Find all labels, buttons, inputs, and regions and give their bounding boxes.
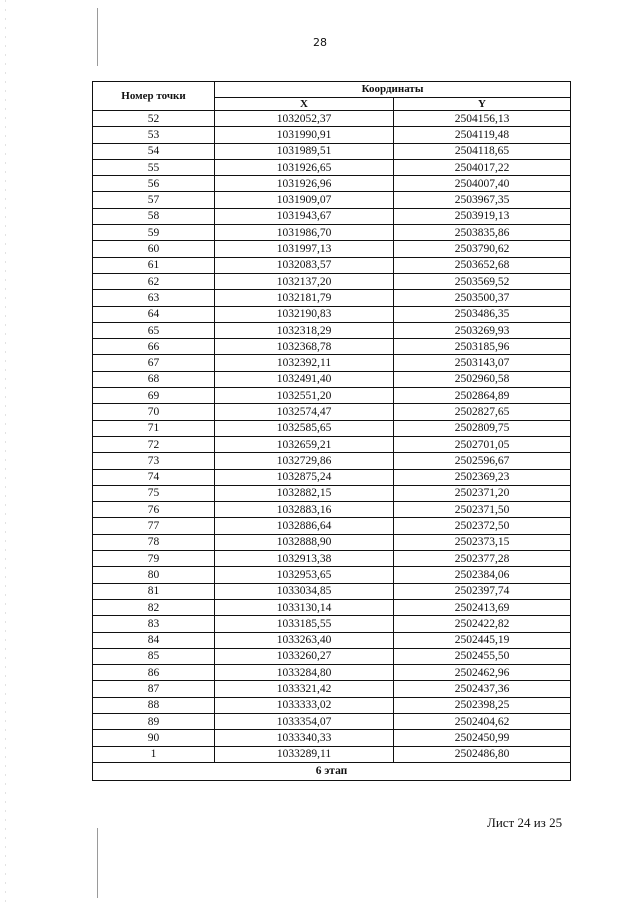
table-row bbox=[93, 583, 571, 599]
point-number-cell: 54 bbox=[93, 143, 215, 159]
y-coordinate-cell: 2502398,25 bbox=[394, 697, 571, 713]
y-coordinate-cell: 2504156,13 bbox=[394, 111, 571, 127]
x-coordinate-cell: 1033321,42 bbox=[215, 681, 394, 697]
y-coordinate-cell: 2502462,96 bbox=[394, 665, 571, 681]
table-row bbox=[93, 436, 571, 452]
y-coordinate-cell: 2504118,65 bbox=[394, 143, 571, 159]
y-coordinate-cell: 2502596,67 bbox=[394, 453, 571, 469]
point-number-cell: 60 bbox=[93, 241, 215, 257]
table-row bbox=[93, 208, 571, 224]
x-coordinate-cell: 1032886,64 bbox=[215, 518, 394, 534]
y-coordinate-cell: 2502455,50 bbox=[394, 648, 571, 664]
point-number-cell: 61 bbox=[93, 257, 215, 273]
point-number-cell: 53 bbox=[93, 127, 215, 143]
y-coordinate-cell: 2504007,40 bbox=[394, 176, 571, 192]
table-row bbox=[93, 339, 571, 355]
table-row bbox=[93, 290, 571, 306]
point-number-cell: 55 bbox=[93, 159, 215, 175]
point-number-cell: 68 bbox=[93, 371, 215, 387]
table-row bbox=[93, 551, 571, 567]
point-number-cell: 66 bbox=[93, 339, 215, 355]
x-coordinate-cell: 1032888,90 bbox=[215, 534, 394, 550]
point-number-cell: 72 bbox=[93, 436, 215, 452]
y-coordinate-cell: 2503919,13 bbox=[394, 208, 571, 224]
y-coordinate-cell: 2502827,65 bbox=[394, 404, 571, 420]
stage-row bbox=[93, 762, 571, 780]
x-coordinate-cell: 1032318,29 bbox=[215, 322, 394, 338]
y-coordinate-cell: 2503569,52 bbox=[394, 273, 571, 289]
x-coordinate-cell: 1031986,70 bbox=[215, 225, 394, 241]
y-coordinate-cell: 2502371,20 bbox=[394, 485, 571, 501]
table-row bbox=[93, 355, 571, 371]
y-coordinate-cell: 2502384,06 bbox=[394, 567, 571, 583]
table-row bbox=[93, 534, 571, 550]
point-number-cell: 83 bbox=[93, 616, 215, 632]
x-coordinate-cell: 1033333,02 bbox=[215, 697, 394, 713]
point-number-cell: 84 bbox=[93, 632, 215, 648]
point-number-cell: 89 bbox=[93, 713, 215, 729]
point-number-cell: 62 bbox=[93, 273, 215, 289]
table-row bbox=[93, 730, 571, 746]
y-coordinate-cell: 2503500,37 bbox=[394, 290, 571, 306]
x-coordinate-cell: 1033289,11 bbox=[215, 746, 394, 762]
x-coordinate-cell: 1031909,07 bbox=[215, 192, 394, 208]
table-row bbox=[93, 388, 571, 404]
point-number-cell: 56 bbox=[93, 176, 215, 192]
x-coordinate-cell: 1033354,07 bbox=[215, 713, 394, 729]
point-number-cell: 81 bbox=[93, 583, 215, 599]
y-coordinate-cell: 2503486,35 bbox=[394, 306, 571, 322]
point-number-cell: 86 bbox=[93, 665, 215, 681]
table-row bbox=[93, 322, 571, 338]
scan-edge-marks bbox=[5, 0, 6, 905]
table-row bbox=[93, 713, 571, 729]
table-row bbox=[93, 567, 571, 583]
x-column-header: X bbox=[215, 97, 394, 110]
x-coordinate-cell: 1033263,40 bbox=[215, 632, 394, 648]
table-row bbox=[93, 502, 571, 518]
x-coordinate-cell: 1032190,83 bbox=[215, 306, 394, 322]
point-number-cell: 57 bbox=[93, 192, 215, 208]
x-coordinate-cell: 1032083,57 bbox=[215, 257, 394, 273]
point-number-cell: 73 bbox=[93, 453, 215, 469]
y-coordinate-cell: 2502397,74 bbox=[394, 583, 571, 599]
table-row bbox=[93, 746, 571, 762]
point-number-cell: 1 bbox=[93, 746, 215, 762]
x-coordinate-cell: 1032392,11 bbox=[215, 355, 394, 371]
x-coordinate-cell: 1032052,37 bbox=[215, 111, 394, 127]
x-coordinate-cell: 1031926,65 bbox=[215, 159, 394, 175]
y-coordinate-cell: 2502445,19 bbox=[394, 632, 571, 648]
x-coordinate-cell: 1032585,65 bbox=[215, 420, 394, 436]
table-row bbox=[93, 453, 571, 469]
point-number-cell: 82 bbox=[93, 599, 215, 615]
x-coordinate-cell: 1032659,21 bbox=[215, 436, 394, 452]
y-coordinate-cell: 2503835,86 bbox=[394, 225, 571, 241]
x-coordinate-cell: 1032883,16 bbox=[215, 502, 394, 518]
table-row bbox=[93, 241, 571, 257]
point-number-cell: 77 bbox=[93, 518, 215, 534]
table-row bbox=[93, 632, 571, 648]
x-coordinate-cell: 1032491,40 bbox=[215, 371, 394, 387]
table-row bbox=[93, 192, 571, 208]
y-coordinate-cell: 2503185,96 bbox=[394, 339, 571, 355]
y-coordinate-cell: 2503967,35 bbox=[394, 192, 571, 208]
y-coordinate-cell: 2502372,50 bbox=[394, 518, 571, 534]
y-coordinate-cell: 2504017,22 bbox=[394, 159, 571, 175]
x-coordinate-cell: 1031989,51 bbox=[215, 143, 394, 159]
point-number-cell: 75 bbox=[93, 485, 215, 501]
y-coordinate-cell: 2502809,75 bbox=[394, 420, 571, 436]
y-coordinate-cell: 2502373,15 bbox=[394, 534, 571, 550]
point-number-cell: 87 bbox=[93, 681, 215, 697]
table-body bbox=[93, 111, 571, 763]
point-number-cell: 80 bbox=[93, 567, 215, 583]
x-coordinate-cell: 1031997,13 bbox=[215, 241, 394, 257]
x-coordinate-cell: 1032953,65 bbox=[215, 567, 394, 583]
table-row bbox=[93, 404, 571, 420]
table-row bbox=[93, 518, 571, 534]
table-row bbox=[93, 127, 571, 143]
x-coordinate-cell: 1031990,91 bbox=[215, 127, 394, 143]
x-coordinate-cell: 1032368,78 bbox=[215, 339, 394, 355]
point-number-cell: 74 bbox=[93, 469, 215, 485]
y-coordinate-cell: 2503143,07 bbox=[394, 355, 571, 371]
table-row bbox=[93, 257, 571, 273]
x-coordinate-cell: 1032913,38 bbox=[215, 551, 394, 567]
x-coordinate-cell: 1032574,47 bbox=[215, 404, 394, 420]
point-number-cell: 63 bbox=[93, 290, 215, 306]
x-coordinate-cell: 1033034,85 bbox=[215, 583, 394, 599]
coordinates-table bbox=[92, 81, 571, 781]
table-row bbox=[93, 306, 571, 322]
x-coordinate-cell: 1032551,20 bbox=[215, 388, 394, 404]
point-number-cell: 67 bbox=[93, 355, 215, 371]
x-coordinate-cell: 1032882,15 bbox=[215, 485, 394, 501]
table-row bbox=[93, 143, 571, 159]
coordinates-header: Координаты bbox=[215, 82, 571, 98]
point-number-cell: 52 bbox=[93, 111, 215, 127]
y-column-header: Y bbox=[394, 97, 571, 110]
point-number-cell: 59 bbox=[93, 225, 215, 241]
x-coordinate-cell: 1033340,33 bbox=[215, 730, 394, 746]
point-number-cell: 65 bbox=[93, 322, 215, 338]
y-coordinate-cell: 2502960,58 bbox=[394, 371, 571, 387]
y-coordinate-cell: 2502864,89 bbox=[394, 388, 571, 404]
table-row bbox=[93, 665, 571, 681]
y-coordinate-cell: 2502371,50 bbox=[394, 502, 571, 518]
y-coordinate-cell: 2502437,36 bbox=[394, 681, 571, 697]
x-coordinate-cell: 1033185,55 bbox=[215, 616, 394, 632]
x-coordinate-cell: 1032181,79 bbox=[215, 290, 394, 306]
point-number-cell: 70 bbox=[93, 404, 215, 420]
x-coordinate-cell: 1032875,24 bbox=[215, 469, 394, 485]
point-number-cell: 88 bbox=[93, 697, 215, 713]
point-number-cell: 85 bbox=[93, 648, 215, 664]
y-coordinate-cell: 2503269,93 bbox=[394, 322, 571, 338]
point-number-cell: 69 bbox=[93, 388, 215, 404]
table-row bbox=[93, 599, 571, 615]
point-number-header: Номер точки bbox=[93, 82, 215, 111]
y-coordinate-cell: 2502413,69 bbox=[394, 599, 571, 615]
table-row bbox=[93, 697, 571, 713]
point-number-cell: 79 bbox=[93, 551, 215, 567]
table-row bbox=[93, 681, 571, 697]
sheet-counter: Лист 24 из 25 bbox=[487, 815, 563, 830]
point-number-cell: 78 bbox=[93, 534, 215, 550]
table-row bbox=[93, 273, 571, 289]
y-coordinate-cell: 2503790,62 bbox=[394, 241, 571, 257]
y-coordinate-cell: 2502450,99 bbox=[394, 730, 571, 746]
y-coordinate-cell: 2504119,48 bbox=[394, 127, 571, 143]
y-coordinate-cell: 2502422,82 bbox=[394, 616, 571, 632]
stage-label: 6 этап bbox=[93, 762, 571, 780]
y-coordinate-cell: 2502486,80 bbox=[394, 746, 571, 762]
x-coordinate-cell: 1031943,67 bbox=[215, 208, 394, 224]
table-row bbox=[93, 371, 571, 387]
table-row bbox=[93, 616, 571, 632]
table-row bbox=[93, 485, 571, 501]
x-coordinate-cell: 1033284,80 bbox=[215, 665, 394, 681]
x-coordinate-cell: 1032729,86 bbox=[215, 453, 394, 469]
y-coordinate-cell: 2503652,68 bbox=[394, 257, 571, 273]
table-row bbox=[93, 225, 571, 241]
table-row bbox=[93, 159, 571, 175]
point-number-cell: 58 bbox=[93, 208, 215, 224]
point-number-cell: 71 bbox=[93, 420, 215, 436]
x-coordinate-cell: 1033130,14 bbox=[215, 599, 394, 615]
table-header bbox=[93, 82, 571, 111]
table-row bbox=[93, 176, 571, 192]
point-number-cell: 76 bbox=[93, 502, 215, 518]
table-row bbox=[93, 469, 571, 485]
table-row bbox=[93, 420, 571, 436]
x-coordinate-cell: 1032137,20 bbox=[215, 273, 394, 289]
point-number-cell: 90 bbox=[93, 730, 215, 746]
binding-margin-line-bottom bbox=[97, 828, 98, 898]
table-row bbox=[93, 111, 571, 127]
y-coordinate-cell: 2502404,62 bbox=[394, 713, 571, 729]
page-number: 28 bbox=[313, 36, 327, 49]
y-coordinate-cell: 2502377,28 bbox=[394, 551, 571, 567]
y-coordinate-cell: 2502369,23 bbox=[394, 469, 571, 485]
x-coordinate-cell: 1031926,96 bbox=[215, 176, 394, 192]
x-coordinate-cell: 1033260,27 bbox=[215, 648, 394, 664]
y-coordinate-cell: 2502701,05 bbox=[394, 436, 571, 452]
point-number-cell: 64 bbox=[93, 306, 215, 322]
table-row bbox=[93, 648, 571, 664]
